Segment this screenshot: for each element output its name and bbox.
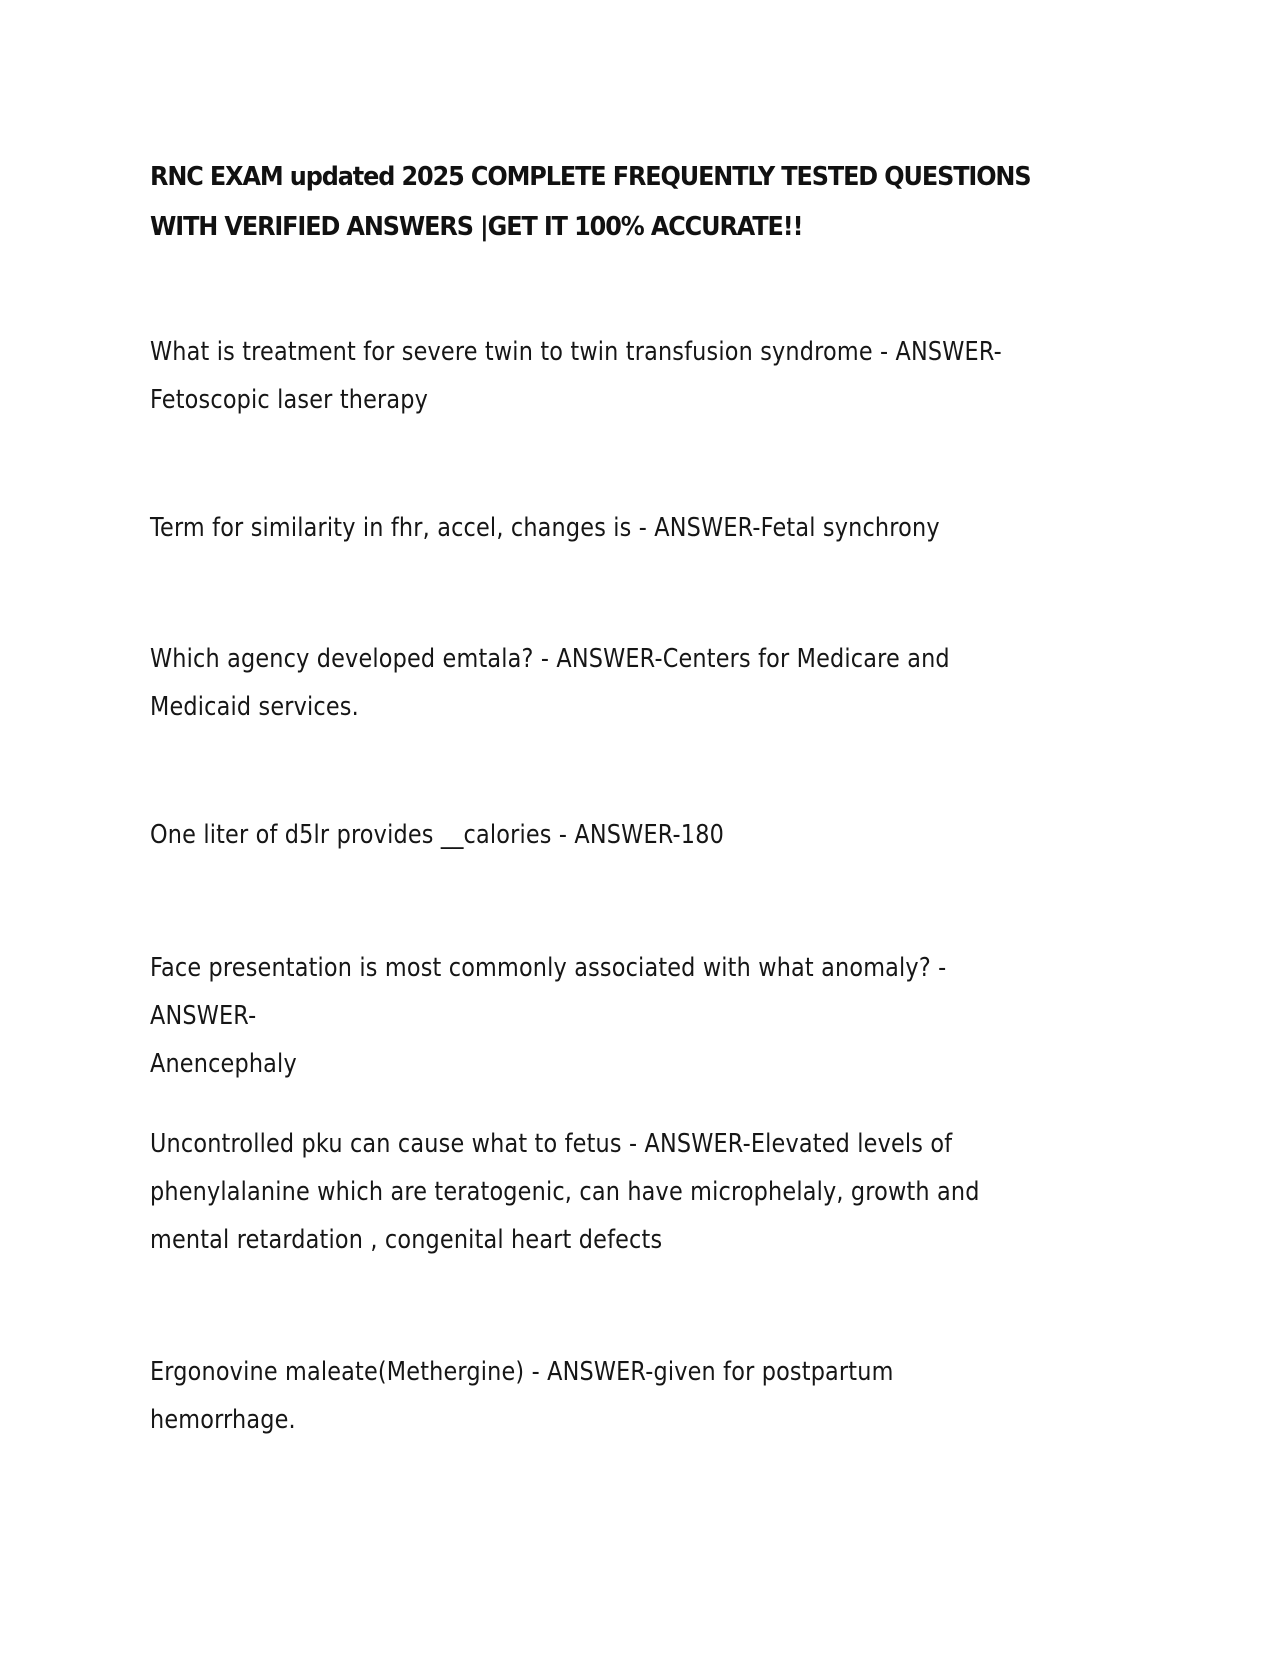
qa-item <box>150 635 1010 731</box>
question-text: What is treatment for severe twin to twin transfusion syndrome - ANSWER- <box>150 337 1002 367</box>
answer-text: given for postpartum hemorrhage. <box>150 1357 894 1435</box>
answer-text: Centers for Medicare and Medicaid services. <box>150 644 950 722</box>
question-text: Term for similarity in fhr, accel, changes is - ANSWER- <box>150 513 761 543</box>
question-text: One liter of d5lr provides __calories - ANSWER- <box>150 820 681 850</box>
question-text: Which agency developed emtala? - ANSWER- <box>150 644 663 674</box>
qa-item <box>150 1348 1010 1444</box>
question-text: Face presentation is most commonly associated with what anomaly? - ANSWER- <box>150 953 947 1031</box>
question-text: Ergonovine maleate(Methergine) - ANSWER- <box>150 1357 654 1387</box>
answer-text: Anencephaly <box>150 1049 297 1079</box>
answer-text: 180 <box>680 820 724 850</box>
document-title: RNC EXAM updated 2025 COMPLETE FREQUENTLY TESTED QUESTIONS WITH VERIFIED ANSWERS |GET IT 100% ACCURATE!! <box>150 162 1031 242</box>
qa-item <box>150 811 1010 859</box>
answer-text: Fetal synchrony <box>760 513 940 543</box>
question-text: Uncontrolled pku can cause what to fetus - ANSWER- <box>150 1129 751 1159</box>
qa-item <box>150 944 1010 1088</box>
answer-text: Fetoscopic laser therapy <box>150 385 429 415</box>
answer-text: Elevated levels of phenylalanine which are teratogenic, can have microphelaly, growth and mental retardation , congenital heart defects <box>150 1129 980 1255</box>
qa-item <box>150 328 1010 424</box>
qa-item <box>150 504 1010 552</box>
qa-item <box>150 1120 1010 1264</box>
